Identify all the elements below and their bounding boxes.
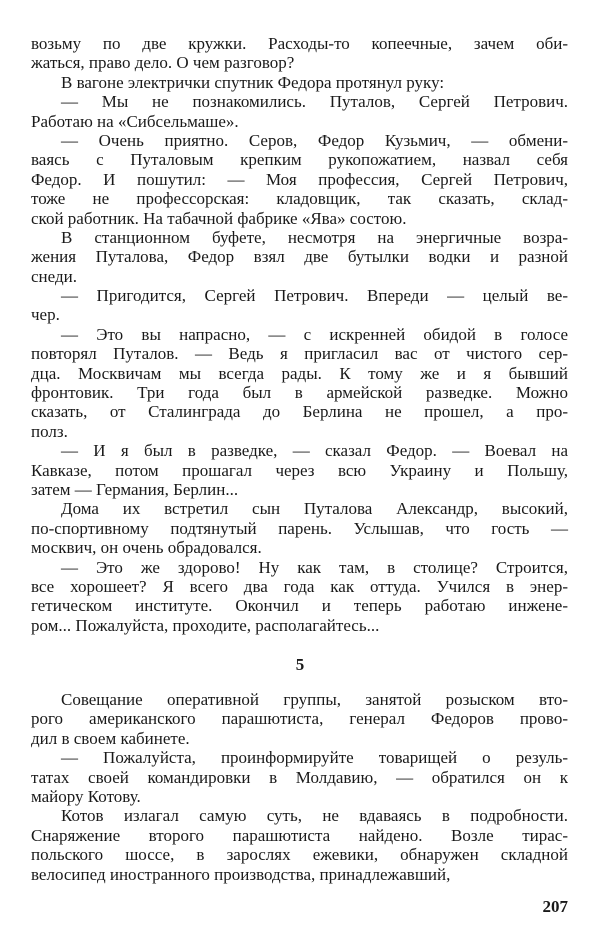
- text-line: жения Путалова, Федор взял две бутылки водки и разной: [31, 247, 568, 267]
- text-line: возьму по две кружки. Расходы-то копеечные, зачем оби-: [31, 34, 568, 53]
- text-line: — Пригодится, Сергей Петрович. Впереди — целый ве-: [61, 286, 568, 306]
- text-line: Совещание оперативной группы, занятой розыском вто-: [61, 690, 568, 709]
- text-line: — Мы не познакомились. Путалов, Сергей Петрович.: [61, 92, 568, 112]
- paragraph: [31, 131, 568, 228]
- text-block-top: [31, 34, 568, 635]
- paragraph: [31, 73, 568, 92]
- text-line: дца. Москвичам мы всегда рады. К тому же и я бывший: [31, 363, 568, 383]
- text-line: — Это же здорово! Ну как там, в столице? Строится,: [61, 557, 568, 577]
- paragraph: [31, 690, 568, 748]
- text-line: ской работник. На табачной фабрике «Ява» состою.: [31, 208, 407, 228]
- paragraph: [31, 325, 568, 441]
- text-line: гетическом институте. Окончил и теперь работаю инжене-: [31, 596, 568, 616]
- paragraph: [31, 441, 568, 499]
- page-number: 207: [542, 897, 568, 916]
- text-line: — Очень приятно. Серов, Федор Кузьмич, — обмени-: [61, 130, 568, 150]
- text-line: Дома их встретил сын Путалова Александр, высокий,: [61, 499, 568, 519]
- text-line: — И я был в разведке, — сказал Федор. — Воевал на: [61, 441, 568, 461]
- text-line: все хорошеет? Я всего два года как оттуда. Учился в энер-: [31, 576, 568, 596]
- text-line: Кавказе, потом прошагал через всю Украину и Польшу,: [31, 460, 568, 480]
- text-line: В вагоне электрички спутник Федора протянул руку:: [61, 72, 445, 92]
- text-line: Работаю на «Сибсельмаше».: [31, 111, 239, 131]
- text-line: В станционном буфете, несмотря на энергичные возра-: [61, 227, 568, 247]
- text-block-bottom: [31, 690, 568, 884]
- text-line: дил в своем кабинете.: [31, 728, 190, 748]
- text-line: татах своей командировки в Молдавию, — обратился он к: [31, 767, 568, 787]
- text-line: ром... Пожалуйста, проходите, располагайтесь...: [31, 615, 380, 635]
- text-line: сказать, от Сталинграда до Берлина не прошел, а про-: [31, 402, 568, 422]
- section-number: 5: [295, 655, 305, 674]
- text-line: тоже не профессорская: кладовщик, так сказать, склад-: [31, 189, 568, 209]
- text-line: — Пожалуйста, проинформируйте товарищей о резуль-: [61, 748, 568, 768]
- text-line: снеди.: [31, 266, 77, 286]
- text-line: рого американского парашютиста, генерал Федоров прово-: [31, 709, 568, 729]
- text-line: велосипед иностранного производства, принадлежавший,: [31, 864, 451, 884]
- text-line: ваясь с Путаловым крепким рукопожатием, назвал себя: [31, 150, 568, 170]
- text-line: фронтовик. Три года был в армейской разведке. Можно: [31, 383, 568, 403]
- text-line: полз.: [31, 421, 68, 441]
- text-line: москвич, он очень обрадовался.: [31, 538, 262, 558]
- text-line: жаться, право дело. О чем разговор?: [31, 53, 295, 73]
- text-line: по-спортивному подтянутый парень. Услышав, что гость —: [31, 518, 568, 538]
- paragraph: [31, 34, 568, 73]
- text-line: Котов излагал самую суть, не вдаваясь в подробности.: [61, 806, 568, 826]
- text-line: затем — Германия, Берлин...: [31, 479, 239, 499]
- text-line: повторял Путалов. — Ведь я пригласил вас от чистого сер-: [31, 344, 568, 364]
- text-line: Снаряжение второго парашютиста найдено. Возле тирас-: [31, 825, 568, 845]
- text-line: чер.: [31, 305, 60, 325]
- paragraph: [31, 558, 568, 636]
- text-line: польского шоссе, в зарослях ежевики, обнаружен складной: [31, 845, 568, 865]
- text-line: Федор. И пошутил: — Моя профессия, Сергей Петрович,: [31, 169, 568, 189]
- text-line: майору Котову.: [31, 786, 141, 806]
- paragraph: [31, 286, 568, 325]
- paragraph: [31, 92, 568, 131]
- text-line: — Это вы напрасно, — с искренней обидой в голосе: [61, 324, 568, 344]
- paragraph: [31, 748, 568, 806]
- paragraph: [31, 499, 568, 557]
- paragraph: [31, 228, 568, 286]
- paragraph: [31, 806, 568, 884]
